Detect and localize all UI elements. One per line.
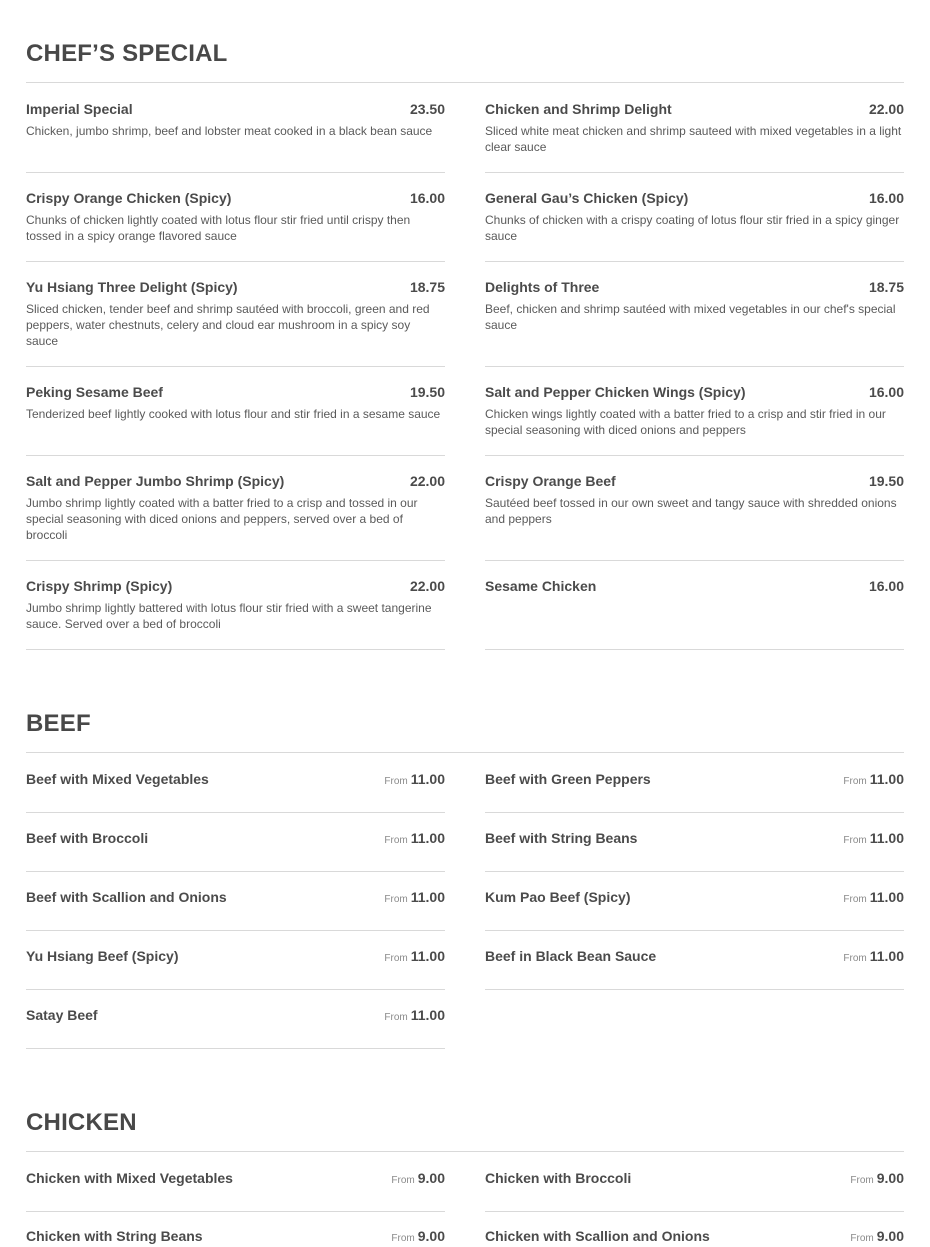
item-price <box>384 948 445 967</box>
divider <box>26 752 904 753</box>
item-description: Sliced white meat chicken and shrimp sauteed with mixed vegetables in a light clear sauce <box>485 124 902 154</box>
divider <box>26 560 445 561</box>
price-prefix: From <box>384 894 408 905</box>
price-value: 11.00 <box>869 830 904 846</box>
item-name: Crispy Orange Chicken (Spicy) <box>26 190 232 206</box>
item-description: Jumbo shrimp lightly coated with a batter fried to a crisp and tossed in our special seasoning with diced onions and peppers, served over a bed of broccoli <box>26 496 418 542</box>
item-price <box>391 1170 445 1189</box>
item-price: 16.00 <box>868 578 904 594</box>
price-value: 11.00 <box>410 1007 445 1023</box>
price-prefix: From <box>843 894 867 905</box>
divider <box>485 989 904 990</box>
item-price <box>384 771 445 790</box>
divider <box>485 455 904 456</box>
item-price: 19.50 <box>868 473 904 489</box>
divider <box>485 812 904 813</box>
price-prefix: From <box>384 776 408 787</box>
item-price: 18.75 <box>868 279 904 295</box>
price-prefix: From <box>843 835 867 846</box>
divider <box>485 871 904 872</box>
price-value: 9.00 <box>876 1170 904 1186</box>
item-name: Chicken and Shrimp Delight <box>485 101 672 117</box>
item-description: Sliced chicken, tender beef and shrimp sautéed with broccoli, green and red peppers, water chestnuts, celery and cloud ear mushroom in a spicy soy sauce <box>26 302 430 348</box>
section-title: CHICKEN <box>26 1109 137 1136</box>
item-name: Salt and Pepper Chicken Wings (Spicy) <box>485 384 746 400</box>
item-name: General Gau’s Chicken (Spicy) <box>485 190 689 206</box>
price-prefix: From <box>384 953 408 964</box>
section-title: BEEF <box>26 710 91 737</box>
price-prefix: From <box>391 1175 415 1186</box>
item-name: Chicken with Scallion and Onions <box>485 1228 710 1244</box>
price-value: 11.00 <box>410 830 445 846</box>
item-name: Crispy Shrimp (Spicy) <box>26 578 173 594</box>
price-prefix: From <box>384 835 408 846</box>
divider <box>26 1151 904 1152</box>
divider <box>26 930 445 931</box>
price-value: 9.00 <box>417 1170 445 1186</box>
item-name: Yu Hsiang Beef (Spicy) <box>26 948 179 964</box>
item-price: 16.00 <box>868 384 904 400</box>
item-name: Kum Pao Beef (Spicy) <box>485 889 631 905</box>
item-name: Chicken with Mixed Vegetables <box>26 1170 233 1186</box>
item-price <box>384 830 445 849</box>
price-prefix: From <box>843 776 867 787</box>
divider <box>485 649 904 650</box>
price-value: 11.00 <box>410 771 445 787</box>
item-price: 23.50 <box>409 101 445 117</box>
item-name: Sesame Chicken <box>485 578 597 594</box>
price-prefix: From <box>850 1233 874 1244</box>
item-price <box>843 771 904 790</box>
item-name: Yu Hsiang Three Delight (Spicy) <box>26 279 238 295</box>
price-prefix: From <box>384 1012 408 1023</box>
item-description: Chunks of chicken lightly coated with lotus flour stir fried until crispy then tossed in a spicy orange flavored sauce <box>26 213 411 243</box>
item-price: 18.75 <box>409 279 445 295</box>
item-price: 16.00 <box>409 190 445 206</box>
divider <box>485 261 904 262</box>
price-prefix: From <box>391 1233 415 1244</box>
item-name: Peking Sesame Beef <box>26 384 163 400</box>
item-name: Salt and Pepper Jumbo Shrimp (Spicy) <box>26 473 285 489</box>
item-price: 22.00 <box>409 473 445 489</box>
item-description: Chicken wings lightly coated with a batter fried to a crisp and stir fried in our special seasoning with diced onions and peppers <box>485 407 886 437</box>
divider <box>485 172 904 173</box>
divider <box>26 82 904 83</box>
section-title: CHEF’S SPECIAL <box>26 40 228 67</box>
item-price <box>850 1228 904 1247</box>
price-value: 9.00 <box>417 1228 445 1244</box>
item-name: Beef with Scallion and Onions <box>26 889 227 905</box>
price-value: 11.00 <box>869 771 904 787</box>
item-name: Beef with String Beans <box>485 830 638 846</box>
item-name: Beef in Black Bean Sauce <box>485 948 657 964</box>
item-name: Beef with Mixed Vegetables <box>26 771 209 787</box>
item-description: Chunks of chicken with a crispy coating of lotus flour stir fried in a spicy ginger sauce <box>485 213 900 243</box>
item-price <box>843 830 904 849</box>
item-price <box>384 1007 445 1026</box>
item-description: Chicken, jumbo shrimp, beef and lobster meat cooked in a black bean sauce <box>26 124 433 138</box>
item-description: Beef, chicken and shrimp sautéed with mixed vegetables in our chef's special sauce <box>485 302 896 332</box>
item-name: Chicken with Broccoli <box>485 1170 632 1186</box>
item-price <box>843 948 904 967</box>
divider <box>26 366 445 367</box>
item-name: Crispy Orange Beef <box>485 473 616 489</box>
price-value: 11.00 <box>410 948 445 964</box>
item-price <box>391 1228 445 1247</box>
price-value: 11.00 <box>869 889 904 905</box>
item-price: 19.50 <box>409 384 445 400</box>
price-prefix: From <box>843 953 867 964</box>
item-name: Satay Beef <box>26 1007 98 1023</box>
divider <box>26 455 445 456</box>
item-name: Imperial Special <box>26 101 133 117</box>
item-name: Chicken with String Beans <box>26 1228 203 1244</box>
item-price: 22.00 <box>409 578 445 594</box>
item-price <box>843 889 904 908</box>
divider <box>26 172 445 173</box>
item-name: Beef with Green Peppers <box>485 771 651 787</box>
divider <box>26 871 445 872</box>
divider <box>26 261 445 262</box>
divider <box>485 930 904 931</box>
item-price <box>384 889 445 908</box>
divider <box>26 1211 445 1212</box>
divider <box>26 649 445 650</box>
price-value: 11.00 <box>869 948 904 964</box>
item-price <box>850 1170 904 1189</box>
item-description: Tenderized beef lightly cooked with lotus flour and stir fried in a sesame sauce <box>26 407 441 421</box>
item-price: 16.00 <box>868 190 904 206</box>
divider <box>485 366 904 367</box>
item-name: Delights of Three <box>485 279 600 295</box>
price-value: 11.00 <box>410 889 445 905</box>
item-description: Sautéed beef tossed in our own sweet and tangy sauce with shredded onions and peppers <box>485 496 897 526</box>
price-value: 9.00 <box>876 1228 904 1244</box>
divider <box>26 812 445 813</box>
divider <box>485 560 904 561</box>
item-name: Beef with Broccoli <box>26 830 149 846</box>
divider <box>485 1211 904 1212</box>
item-description: Jumbo shrimp lightly battered with lotus flour stir fried with a sweet tangerine sauce. Served over a bed of broccoli <box>26 601 432 631</box>
divider <box>26 989 445 990</box>
item-price: 22.00 <box>868 101 904 117</box>
price-prefix: From <box>850 1175 874 1186</box>
divider <box>26 1048 445 1049</box>
